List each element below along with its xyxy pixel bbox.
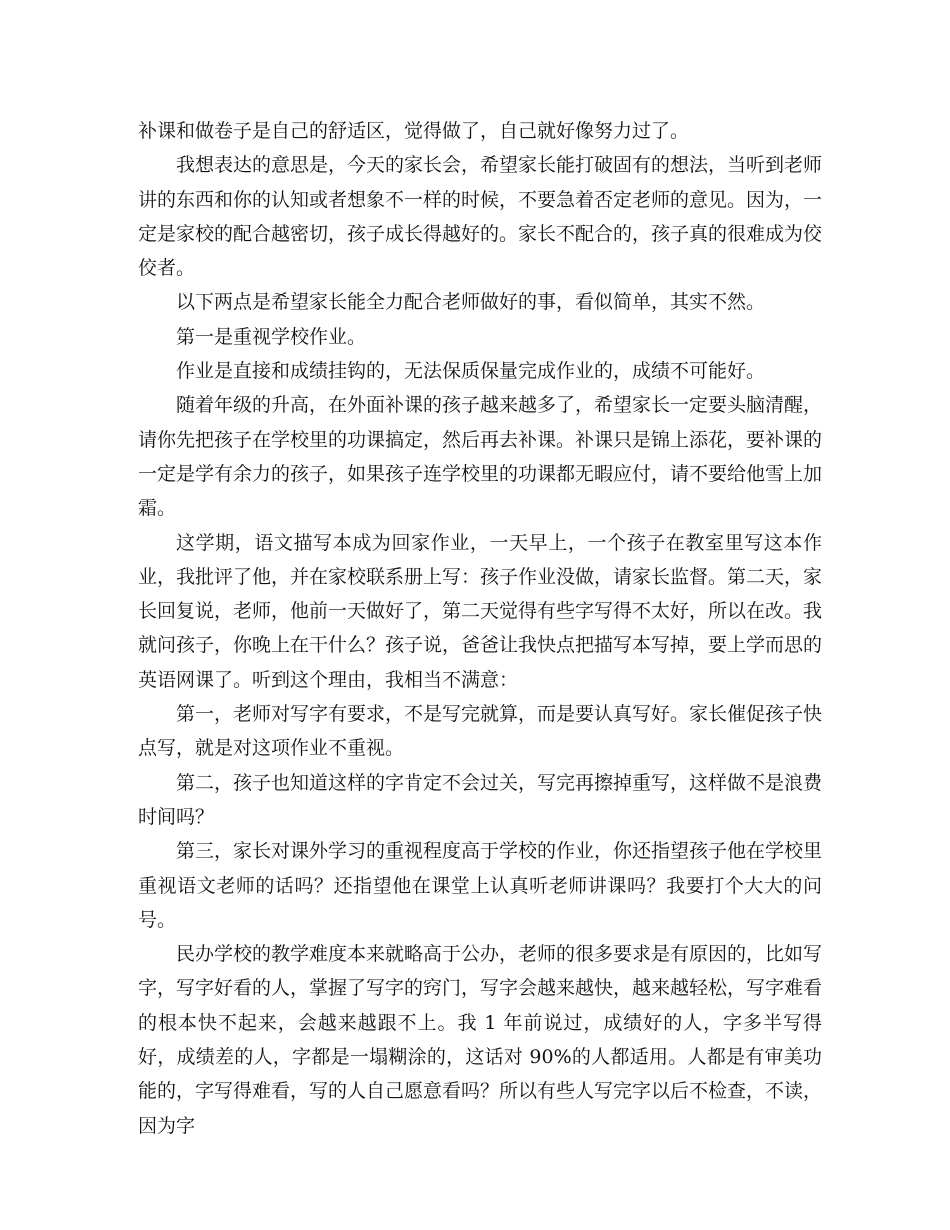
paragraph: 我想表达的意思是，今天的家长会，希望家长能打破固有的想法，当听到老师讲的东西和你的认知或者想象不一样的时候，不要急着否定老师的意见。因为，一定是家校的配合越密切，孩子成长得越好的。家长不配合的，孩子真的很难成为佼佼者。	[138, 154, 823, 280]
document-body	[138, 114, 822, 1143]
paragraph: 这学期，语文描写本成为回家作业，一天早上，一个孩子在教室里写这本作业，我批评了他，并在家校联系册上写：孩子作业没做，请家长监督。第二天，家长回复说，老师，他前一天做好了，第二天觉得有些字写得不太好，所以在改。我就问孩子，你晚上在干什么？孩子说，爸爸让我快点把描写本写掉，要上学而思的英语网课了。听到这个理由，我相当不满意：	[138, 531, 823, 691]
paragraph: 随着年级的升高，在外面补课的孩子越来越多了，希望家长一定要头脑清醒，请你先把孩子在学校里的功课搞定，然后再去补课。补课只是锦上添花，要补课的一定是学有余力的孩子，如果孩子连学校里的功课都无暇应付，请不要给他雪上加霜。	[138, 394, 823, 520]
paragraph: 作业是直接和成绩挂钩的，无法保质保量完成作业的，成绩不可能好。	[176, 360, 766, 383]
paragraph: 民办学校的教学难度本来就略高于公办，老师的很多要求是有原因的，比如写字，写字好看的人，掌握了写字的窍门，写字会越来越快，越来越轻松，写字难看的根本快不起来，会越来越跟不上。我 1 年前说过，成绩好的人，字多半写得好，成绩差的人，字都是一塌糊涂的，这话对 90%的人都适用。人都是有审美功能的，字写得难看，写的人自己愿意看吗？所以有些人写完字以后不检查，不读，因为字	[138, 943, 823, 1137]
paragraph: 第一，老师对写字有要求，不是写完就算，而是要认真写好。家长催促孩子快点写，就是对这项作业不重视。	[138, 703, 823, 760]
paragraph: 第三，家长对课外学习的重视程度高于学校的作业，你还指望孩子他在学校里重视语文老师的话吗？还指望他在课堂上认真听老师讲课吗？我要打个大大的问号。	[138, 840, 823, 931]
paragraph: 第二，孩子也知道这样的字肯定不会过关，写完再擦掉重写，这样做不是浪费时间吗？	[138, 771, 823, 828]
paragraph: 以下两点是希望家长能全力配合老师做好的事，看似简单，其实不然。	[176, 291, 766, 314]
paragraph: 第一是重视学校作业。	[176, 325, 367, 348]
paragraph: 补课和做卷子是自己的舒适区，觉得做了，自己就好像努力过了。	[138, 120, 690, 142]
